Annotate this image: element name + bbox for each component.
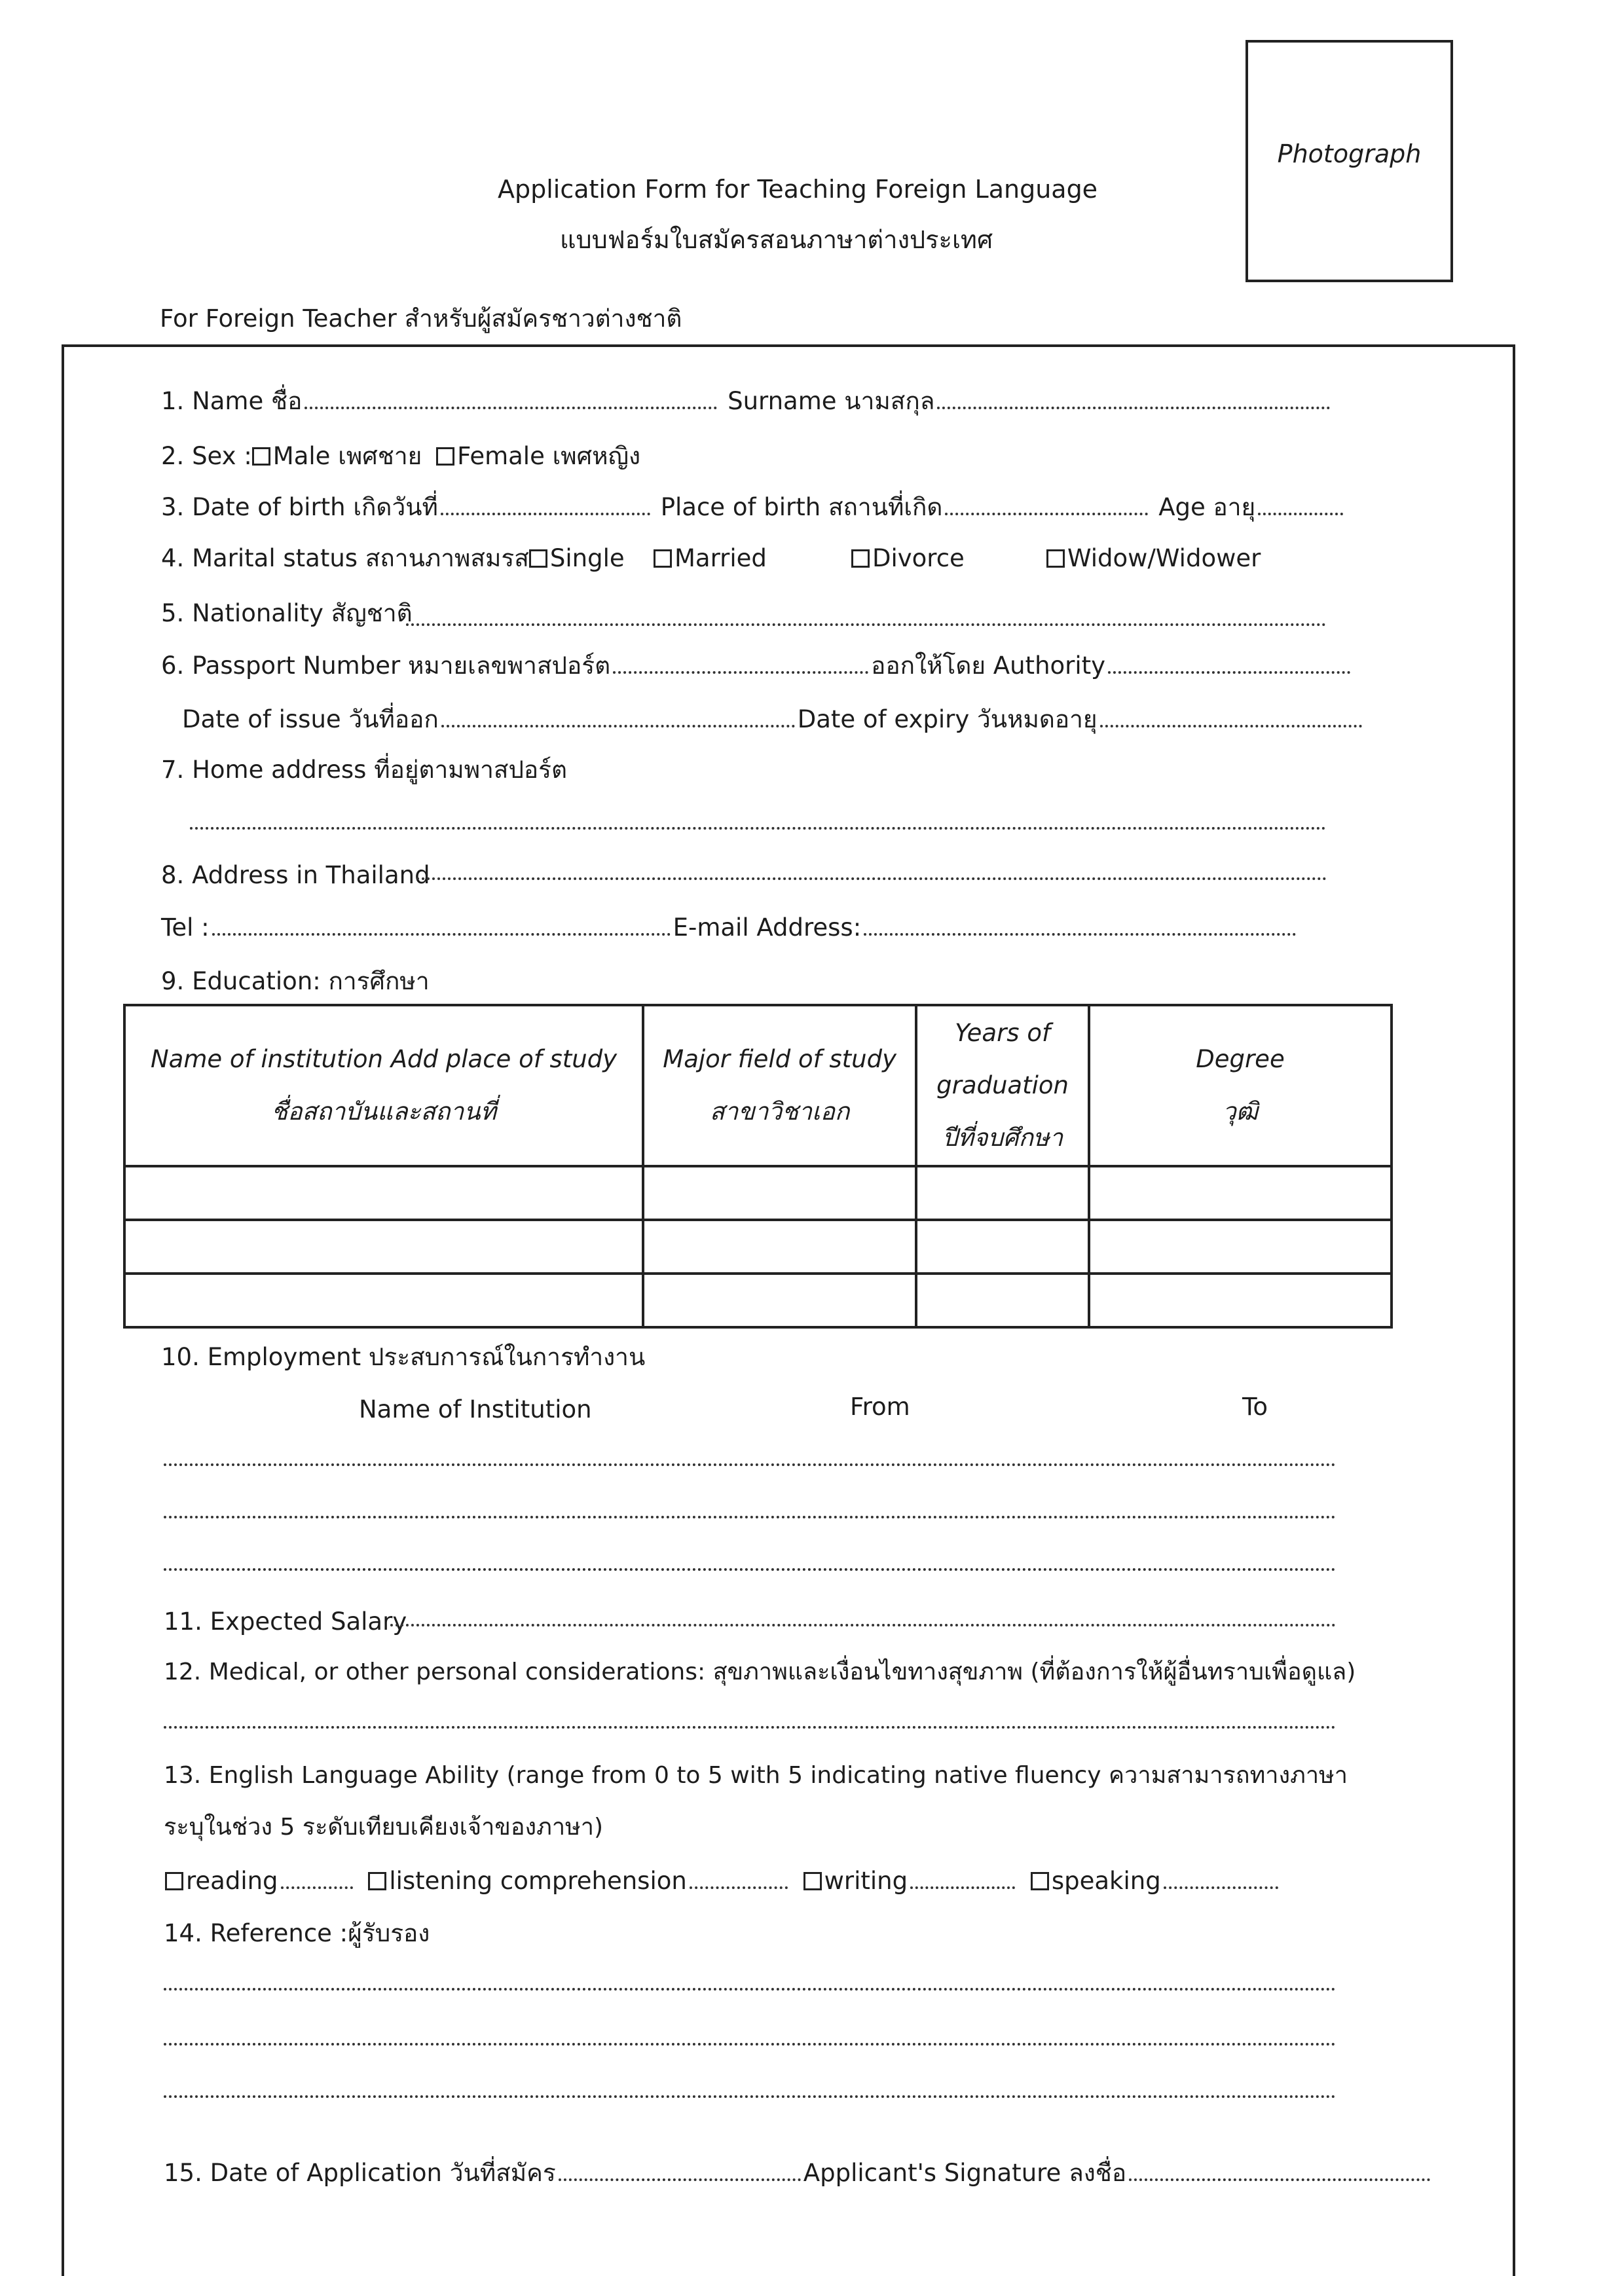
field-issue-row <box>182 707 1365 731</box>
pob-label: Place of birth สถานที่เกิด <box>660 493 943 521</box>
passport-label: 6. Passport Number หมายเลขพาสปอร์ต <box>161 652 611 680</box>
table-row <box>124 1274 1392 1327</box>
employment-col-to: To <box>1242 1393 1268 1421</box>
education-table-header <box>124 1005 1392 1166</box>
employment-label: 10. Employment ประสบการณ์ในการทำงาน <box>161 1343 646 1371</box>
single-checkbox[interactable] <box>529 549 547 568</box>
table-cell[interactable] <box>643 1166 916 1220</box>
col-institution-th: ชื่อสถาบันและสถานที่ <box>271 1097 496 1126</box>
medical-label: 12. Medical, or other personal considerations: สุขภาพและเงื่อนไขทางสุขภาพ (ที่ต้องการให้ผู้อื่นทราบเพื่อดูแล) <box>164 1659 1356 1685</box>
english-ability-label-2: ระบุในช่วง 5 ระดับเทียบเคียงเจ้าของภาษา) <box>164 1814 604 1841</box>
widow-option <box>1046 546 1261 570</box>
widow-checkbox[interactable] <box>1046 549 1065 568</box>
name-field[interactable] <box>304 407 717 409</box>
field-name-row <box>161 389 1333 413</box>
table-cell[interactable] <box>1089 1166 1392 1220</box>
single-label: Single <box>549 544 625 572</box>
for-foreign-teacher-label: For Foreign Teacher สำหรับผู้สมัครชาวต่างชาติ <box>160 304 682 333</box>
listening-label: listening comprehension <box>389 1867 687 1895</box>
table-cell[interactable] <box>1089 1274 1392 1327</box>
form-title-en: Application Form for Teaching Foreign Language <box>498 175 1098 204</box>
table-cell[interactable] <box>643 1274 916 1327</box>
medical-field[interactable] <box>164 1726 1336 1729</box>
education-col-degree <box>1089 1005 1392 1166</box>
education-table <box>123 1004 1393 1329</box>
passport-field[interactable] <box>613 671 868 674</box>
table-cell[interactable] <box>916 1220 1089 1274</box>
col-years-b: graduation <box>936 1071 1069 1099</box>
photograph-box <box>1246 40 1453 282</box>
writing-field[interactable] <box>910 1886 1015 1889</box>
dob-field[interactable] <box>441 513 650 515</box>
thai-address-field[interactable] <box>416 877 1327 880</box>
expiry-label: Date of expiry วันหมดอายุ <box>797 705 1098 733</box>
female-label: Female เพศหญิง <box>457 442 641 470</box>
thai-address-label: 8. Address in Thailand <box>161 861 430 889</box>
married-option <box>654 546 767 570</box>
nationality-label: 5. Nationality สัญชาติ <box>161 599 413 627</box>
tel-field[interactable] <box>212 933 671 936</box>
dob-label: 3. Date of birth เกิดวันที่ <box>161 493 438 521</box>
application-date-label: 15. Date of Application วันที่สมัคร <box>164 2159 556 2187</box>
married-checkbox[interactable] <box>654 549 672 568</box>
reading-checkbox[interactable] <box>165 1872 183 1890</box>
divorce-option <box>851 546 965 570</box>
reference-line-1[interactable] <box>164 1988 1336 1991</box>
divorce-label: Divorce <box>872 544 965 572</box>
nationality-field[interactable] <box>406 623 1326 626</box>
employment-col-from: From <box>850 1393 910 1421</box>
table-cell[interactable] <box>643 1220 916 1274</box>
field-marital-row <box>161 546 625 570</box>
table-cell[interactable] <box>916 1166 1089 1220</box>
signature-label: Applicant's Signature ลงชื่อ <box>803 2159 1127 2187</box>
issue-label: Date of issue วันที่ออก <box>182 705 439 733</box>
table-row <box>124 1220 1392 1274</box>
english-skills-row <box>165 1869 1281 1893</box>
field-sex-row <box>161 444 640 468</box>
table-cell[interactable] <box>124 1274 643 1327</box>
signature-field[interactable] <box>1129 2178 1430 2181</box>
issue-field[interactable] <box>441 725 795 727</box>
col-years-th: ปีที่จบศึกษา <box>942 1124 1063 1152</box>
salary-label: 11. Expected Salary <box>164 1607 407 1636</box>
reference-label: 14. Reference :ผู้รับรอง <box>164 1919 430 1947</box>
table-cell[interactable] <box>916 1274 1089 1327</box>
reading-field[interactable] <box>281 1886 353 1889</box>
education-col-major <box>643 1005 916 1166</box>
table-cell[interactable] <box>124 1220 643 1274</box>
field-contact-row <box>161 915 1299 940</box>
email-field[interactable] <box>864 933 1296 936</box>
table-cell[interactable] <box>124 1166 643 1220</box>
female-checkbox[interactable] <box>436 447 454 466</box>
employment-line-1[interactable] <box>164 1463 1336 1466</box>
employment-line-3[interactable] <box>164 1568 1336 1571</box>
speaking-field[interactable] <box>1164 1886 1278 1889</box>
reference-line-3[interactable] <box>164 2095 1336 2098</box>
authority-field[interactable] <box>1108 671 1350 674</box>
home-address-label: 7. Home address ที่อยู่ตามพาสปอร์ต <box>161 756 568 784</box>
application-date-field[interactable] <box>559 2178 801 2181</box>
married-label: Married <box>674 544 767 572</box>
age-label: Age อายุ <box>1158 493 1256 521</box>
education-label: 9. Education: การศึกษา <box>161 967 430 995</box>
divorce-checkbox[interactable] <box>851 549 870 568</box>
expiry-field[interactable] <box>1100 725 1362 727</box>
employment-col-name: Name of Institution <box>359 1395 592 1423</box>
reference-line-2[interactable] <box>164 2043 1336 2046</box>
col-degree-th: วุฒิ <box>1222 1097 1259 1126</box>
speaking-label: speaking <box>1051 1867 1161 1895</box>
authority-label: ออกให้โดย Authority <box>871 652 1106 680</box>
sex-label: 2. Sex : <box>161 442 252 470</box>
male-label: Male เพศชาย <box>272 442 422 470</box>
speaking-checkbox[interactable] <box>1031 1872 1049 1890</box>
education-col-years <box>916 1005 1089 1166</box>
field-passport-row <box>161 653 1353 678</box>
col-degree-en: Degree <box>1196 1045 1285 1073</box>
writing-checkbox[interactable] <box>803 1872 822 1890</box>
surname-label: Surname นามสกุล <box>728 387 935 415</box>
table-cell[interactable] <box>1089 1220 1392 1274</box>
field-birth-row <box>161 495 1346 519</box>
email-label: E-mail Address: <box>673 913 862 942</box>
col-major-en: Major field of study <box>663 1045 896 1073</box>
english-ability-label: 13. English Language Ability (range from 0 to 5 with 5 indicating native fluency ความสามารถทางภาษา <box>164 1762 1348 1789</box>
tel-label: Tel : <box>161 913 210 942</box>
col-major-th: สาขาวิชาเอก <box>709 1097 850 1126</box>
surname-field[interactable] <box>937 407 1330 409</box>
photograph-label: Photograph <box>1277 139 1422 168</box>
pob-field[interactable] <box>945 513 1148 515</box>
table-row <box>124 1166 1392 1220</box>
form-title-th: แบบฟอร์มใบสมัครสอนภาษาต่างประเทศ <box>560 225 993 254</box>
widow-label: Widow/Widower <box>1067 544 1261 572</box>
col-years-a: Years of <box>955 1019 1050 1047</box>
listening-field[interactable] <box>690 1886 788 1889</box>
marital-label: 4. Marital status สถานภาพสมรส <box>161 544 529 572</box>
employment-line-2[interactable] <box>164 1516 1336 1518</box>
writing-label: writing <box>824 1867 908 1895</box>
male-checkbox[interactable] <box>252 447 270 466</box>
education-col-institution <box>124 1005 643 1166</box>
home-address-field[interactable] <box>190 827 1326 830</box>
reading-label: reading <box>186 1867 278 1895</box>
col-institution-en: Name of institution Add place of study <box>151 1045 618 1073</box>
field-application-row <box>164 2161 1433 2185</box>
name-label: 1. Name ชื่อ <box>161 387 303 415</box>
salary-field[interactable] <box>390 1624 1336 1626</box>
listening-checkbox[interactable] <box>368 1872 386 1890</box>
age-field[interactable] <box>1258 513 1343 515</box>
